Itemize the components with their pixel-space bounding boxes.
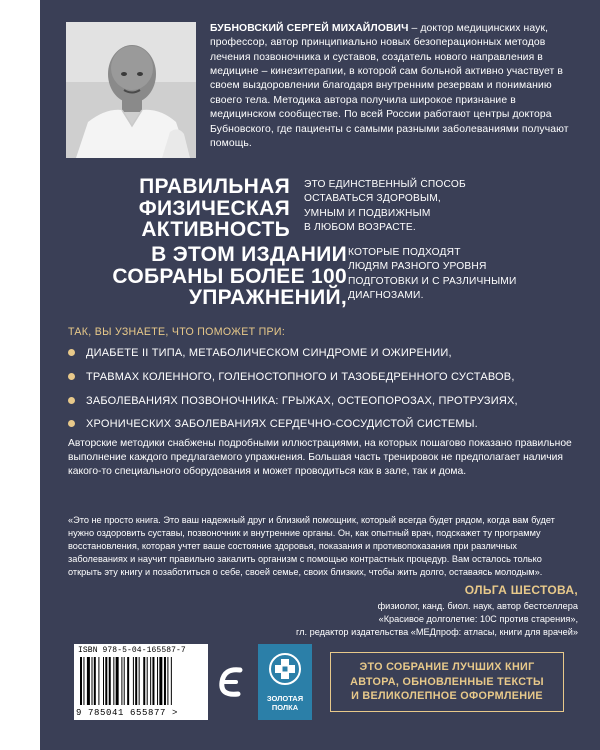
side-1-line: ОСТАВАТЬСЯ ЗДОРОВЫМ, [304,193,441,205]
barcode-bar [139,657,140,705]
headline-1-line: ФИЗИЧЕСКАЯ [138,196,290,220]
quote-author: ОЛЬГА ШЕСТОВА, [464,583,578,597]
side-1-line: В ЛЮБОМ ВОЗРАСТЕ. [304,222,416,234]
golden-shelf-badge [258,644,312,720]
barcode-bar [152,657,154,705]
collection-line: ЭТО СОБРАНИЕ ЛУЧШИХ КНИГ [359,660,535,673]
quote-role-line: гл. редактор издательства «МЕДпроф: атласы, книги для врачей» [295,627,578,638]
barcode-bar [127,657,129,705]
barcode-bar [109,657,111,705]
side-1-line: ЭТО ЕДИНСТВЕННЫЙ СПОСОБ [304,179,466,190]
publisher-logo-icon [216,660,246,704]
barcode-bar [80,657,82,705]
headline-2-line: В ЭТОМ ИЗДАНИИ [151,243,347,266]
author-photo [66,22,196,158]
collection-text [350,660,544,704]
barcode-bar [121,657,122,705]
barcode-bar [171,657,172,705]
collection-line: И ВЕЛИКОЛЕПНОЕ ОФОРМЛЕНИЕ [351,690,543,703]
learn-item [68,394,578,408]
headline-2-side-text [348,246,568,304]
side-2-line: ЛЮДЯМ РАЗНОГО УРОВНЯ [348,261,487,273]
side-1-line: УМНЫМ И ПОДВИЖНЫМ [304,207,431,219]
barcode-bar [87,657,90,705]
learn-item [68,370,578,384]
headline-2-line: УПРАЖНЕНИЙ, [188,286,347,310]
author-bio [210,22,578,151]
book-back-cover [40,0,600,750]
bullet-dot-icon [68,373,75,380]
learn-item [68,417,578,431]
learn-item [68,346,578,360]
isbn-number: ISBN 978-5-04-165587-7 [78,646,186,655]
quote-text: «Это не просто книга. Это ваш надежный друг и близкий помощник, который всегда будет рядом, когда вам будет нужно оздоровить суставы, позвоночник и внутренние органы. Он, как опытный врач, подскажет ту программу восстановления, которая учтет ваше состояние здоровья, показания и противопоказания при различных заболеваниях и научит правильно закалить организм с помощью контрастных процедур. Вам осталось только открыть эту книгу и позаботиться о себе, своей семье, своих близких, чтобы жить долго, оставаясь молодым». [68,515,555,578]
shelf-label-line: ПОЛКА [271,702,299,712]
learn-item-text: ДИАБЕТЕ II ТИПА, МЕТАБОЛИЧЕСКОМ СИНДРОМЕ И ОЖИРЕНИИ, [86,347,452,359]
barcode-bar [159,657,162,705]
headline-1-side-text [304,178,564,236]
barcode-bar [167,657,168,705]
side-2-line: ДИАГНОЗАМИ. [348,290,424,302]
learn-item-text: ТРАВМАХ КОЛЕННОГО, ГОЛЕНОСТОПНОГО И ТАЗОБЕДРЕННОГО СУСТАВОВ, [86,370,515,383]
barcode-graphic [78,657,204,705]
barcode-bar [150,657,151,705]
barcode-bar [124,657,125,705]
barcode-bar [98,657,99,705]
collection-line: АВТОРА, ОБНОВЛЕННЫЕ ТЕКСТЫ [350,675,544,688]
barcode-bar [135,657,137,705]
barcode-bar [92,657,93,705]
barcode-bar [103,657,104,705]
barcode-box [74,644,208,720]
left-margin-strip [0,0,40,750]
shelf-label-line: ЗОЛОТАЯ [266,694,304,703]
quote-author-role [98,600,578,639]
barcode-bar [83,657,84,705]
barcode-bar [143,657,145,705]
headline-2-line: СОБРАНЫ БОЛЕЕ 100 [112,264,347,288]
author-bio-text: – доктор медицинских наук, профессор, автор принципиально новых безоперационных методов лечения позвоночника и суставов, создатель нового направления в медицине – кинезитерапии, в которой сам больной активно участвует в своем выздоровлении благодаря внутренним резервам и пониманию своего тела. Методика автора получила широкое признание в медицинском сообществе. По всей России работают центры доктора Бубновского, где пациенты с самыми разными заболеваниями получают помощь. [210,23,569,149]
learn-item-text: ЗАБОЛЕВАНИЯХ ПОЗВОНОЧНИКА: ГРЫЖАХ, ОСТЕОПОРОЗАХ, ПРОТРУЗИЯХ, [86,394,518,407]
barcode-bar [105,657,107,705]
bullet-dot-icon [68,349,75,356]
bullet-dot-icon [68,397,75,404]
learn-title: ТАК, ВЫ УЗНАЕТЕ, ЧТО ПОМОЖЕТ ПРИ: [68,326,286,338]
quote-role-line: «Красивое долголетие: 10С против старения», [378,614,578,625]
barcode-bar [94,657,96,705]
learn-list [68,346,578,441]
headline-1-line: АКТИВНОСТЬ [141,218,290,242]
headline-physical-activity [60,176,290,241]
barcode-bar [133,657,134,705]
ean-number: 9 785041 655877 > [76,708,179,718]
headline-exercises [54,244,347,309]
collection-banner [330,652,564,712]
barcode-bar [116,657,119,705]
barcode-bar [164,657,166,705]
medical-cross-icon [268,652,302,686]
barcode-bar [113,657,114,705]
barcode-bar [147,657,148,705]
quote-role-line: физиолог, канд. биол. наук, автор бестселлера [377,601,578,611]
barcode-bar [157,657,158,705]
side-2-line: КОТОРЫЕ ПОДХОДЯТ [348,247,461,258]
bullet-dot-icon [68,420,75,427]
learn-item-text: ХРОНИЧЕСКИХ ЗАБОЛЕВАНИЯХ СЕРДЕЧНО-СОСУДИСТОЙ СИСТЕМЫ. [86,418,478,431]
methods-paragraph: Авторские методики снабжены подробными иллюстрациями, на которых пошагово показано правильное выполнение каждого предлагаемого упражнения. Большая часть тренировок не предполагает наличия какого-то специального оборудования и может проводиться как в зале, так и дома. [68,438,572,478]
golden-shelf-label [258,695,312,712]
headline-1-line: ПРАВИЛЬНАЯ [139,175,290,198]
side-2-line: ПОДГОТОВКИ И С РАЗЛИЧНЫМИ [348,275,517,287]
author-name: БУБНОВСКИЙ СЕРГЕЙ МИХАЙЛОВИЧ [210,23,409,34]
